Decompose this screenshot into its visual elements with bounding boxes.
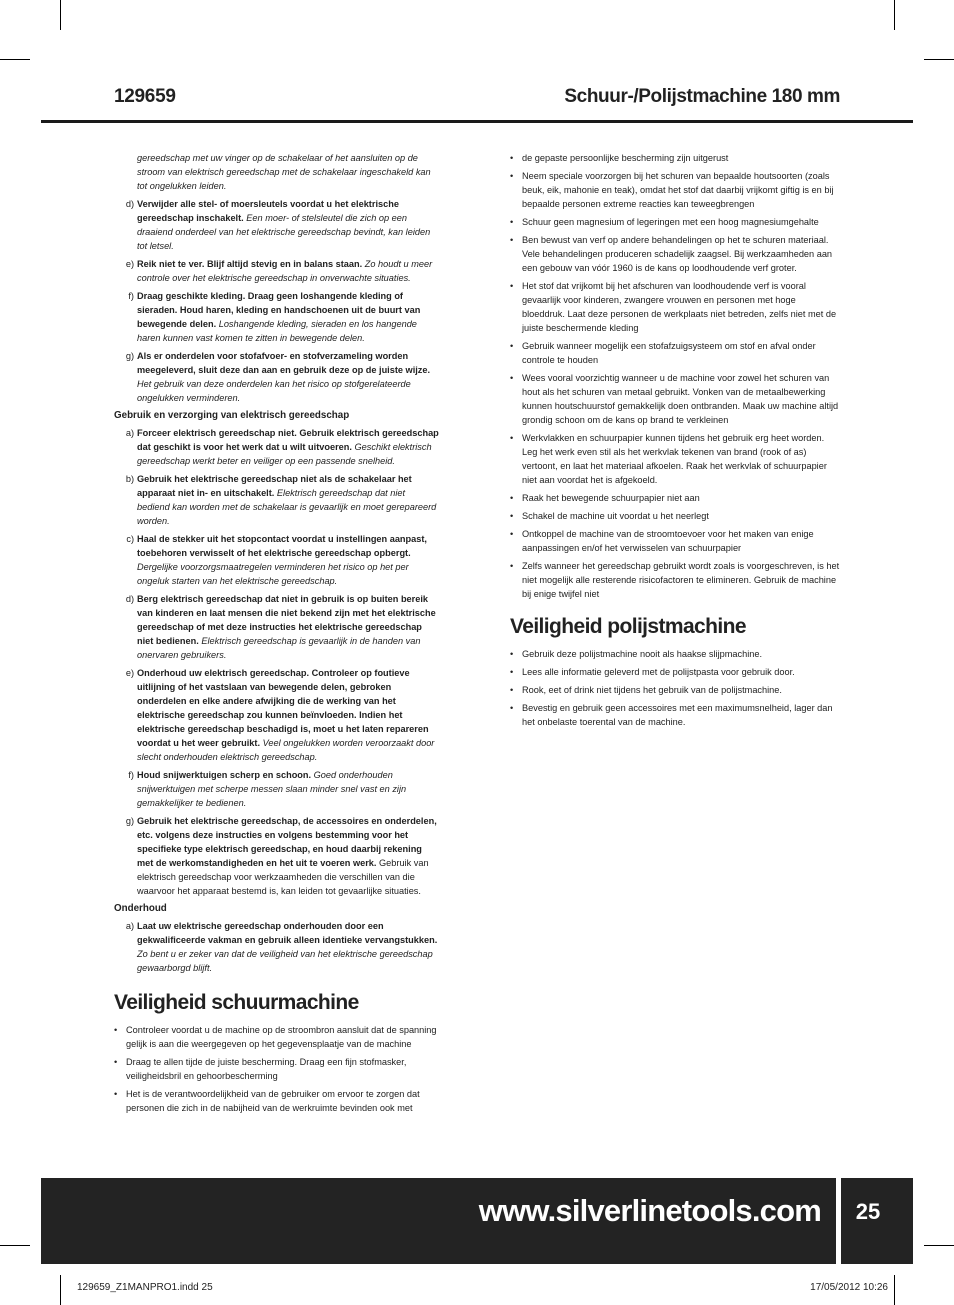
item-bold: Houd snijwerktuigen scherp en schoon.	[137, 770, 312, 780]
list-group	[114, 919, 439, 975]
list-item	[114, 532, 439, 588]
crop-mark	[894, 0, 895, 30]
list-item	[114, 289, 439, 345]
item-plain: Gebruik van elektrisch gereedschap voor werkzaamheden die verschillen van die waarvoor het apparaat bestemd is, kan leiden tot gevaarlijke situaties.	[137, 858, 429, 896]
item-italic: Geschikt elektrisch gereedschap werkt beter en veiliger op een passende snelheid.	[137, 442, 432, 466]
bullet-item: • Lees alle informatie geleverd met de polijstpasta voor gebruik door.	[510, 665, 840, 679]
item-italic: Elektrisch gereedschap dat niet bediend kan worden met de schakelaar is gevaarlijk en moet gerepareerd worden.	[137, 488, 437, 526]
list-item	[114, 592, 439, 662]
crop-mark	[60, 0, 61, 30]
item-bold: Gebruik het elektrische gereedschap, de accessoires en onderdelen, etc. volgens deze instructies en volgens bestemming voor het specifieke type elektrisch gereedschap, en houd daarbij rekening met de werkomstandigheden en het uit te voeren werk.	[137, 816, 437, 868]
item-letter: a)	[125, 428, 134, 438]
item-bold: Laat uw elektrische gereedschap onderhouden door een gekwalificeerde vakman en gebruik alleen identieke vervangstukken.	[137, 921, 438, 945]
item-letter: b)	[125, 474, 134, 484]
section-heading: Veiligheid polijstmachine	[510, 615, 746, 638]
crop-mark	[0, 1245, 30, 1246]
crop-mark	[0, 59, 30, 60]
bullet-item: • Controleer voordat u de machine op de stroombron aansluit dat de spanning gelijk is aan die weergegeven op het gegevensplaatje van de machine	[114, 1023, 439, 1051]
item-letter: f)	[128, 291, 134, 301]
subheading: Gebruik en verzorging van elektrisch gereedschap	[114, 410, 350, 421]
product-code: 129659	[114, 86, 176, 107]
list-item	[114, 814, 439, 898]
list-item	[114, 426, 439, 468]
crop-mark	[924, 1245, 954, 1246]
item-italic: Het gebruik van deze onderdelen kan het risico op stofgerelateerde ongelukken verminderen.	[137, 379, 411, 403]
item-italic: Loshangende kleding, sieraden en los hangende haren kunnen vast komen te zitten in bewegende delen.	[137, 319, 417, 343]
item-letter: e)	[125, 259, 134, 269]
bullet-item: • Schuur geen magnesium of legeringen met een hoog magnesiumgehalte	[510, 215, 840, 229]
list-item	[114, 768, 439, 810]
list-item	[114, 151, 439, 193]
item-bold: Reik niet te ver. Blijf altijd stevig en in balans staan.	[137, 259, 363, 269]
item-italic: Veel ongelukken worden veroorzaakt door slecht onderhouden elektrisch gereedschap.	[137, 738, 435, 762]
bullet-item: • Ontkoppel de machine van de stroomtoevoer voor het maken van enige aanpassingen en/of het verwisselen van schuurpapier	[510, 527, 840, 555]
item-bold: Haal de stekker uit het stopcontact voordat u instellingen aanpast, toebehoren verwisselt of het elektrische gereedschap opbergt.	[137, 534, 427, 558]
item-letter: c)	[126, 534, 134, 544]
crop-mark	[60, 1275, 61, 1305]
bullet-item: • Het is de verantwoordelijkheid van de gebruiker om ervoor te zorgen dat personen die zich in de nabijheid van de werkruimte bevinden ook met	[114, 1087, 439, 1115]
item-letter: a)	[125, 921, 134, 931]
item-bold: Draag geschikte kleding. Draag geen loshangende kleding of sieraden. Houd haren, kleding en handschoenen uit de buurt van bewegende delen.	[137, 291, 421, 329]
bullet-item: • Schakel de machine uit voordat u het neerlegt	[510, 509, 840, 523]
list-item	[114, 257, 439, 285]
item-bold: Gebruik het elektrische gereedschap niet als de schakelaar het apparaat niet in- en uitschakelt.	[137, 474, 412, 498]
page-number: 25	[855, 1199, 881, 1224]
file-slug: 129659_Z1MANPRO1.indd 25	[77, 1282, 213, 1293]
item-italic: Een moer- of stelsleutel die zich op een draaiend onderdeel van het elektrische gereedschap bevindt, kan leiden tot letsel.	[137, 213, 431, 251]
item-letter: d)	[125, 199, 134, 209]
item-italic: Goed onderhouden snijwerktuigen met scherpe messen slaan minder snel vast en zijn gemakkelijker te bedienen.	[137, 770, 407, 808]
item-italic: Dergelijke voorzorgsmaatregelen verminderen het risico op het per ongeluk starten van het elektrische gereedschap.	[137, 562, 409, 586]
crop-mark	[894, 1275, 895, 1305]
bullet-item: • Werkvlakken en schuurpapier kunnen tijdens het gebruik erg heet worden. Leg het werk even stil als het werkvlak tekenen van brand (rook of as) vertoont, en laat het materiaal afkoelen. Raak het werkvlak of schuurpapier niet aan voordat het is afgekoeld.	[510, 431, 840, 487]
list-group	[114, 197, 439, 405]
item-bold: Verwijder alle stel- of moersleutels voordat u het elektrische gereedschap inschakelt.	[137, 199, 399, 223]
crop-mark	[924, 59, 954, 60]
item-letter: d)	[125, 594, 134, 604]
bullet-item: • Draag te allen tijde de juiste bescherming. Draag een fijn stofmasker, veiligheidsbril en gehoorbescherming	[114, 1055, 439, 1083]
bullet-item: • Ben bewust van verf op andere behandelingen op het te schuren materiaal. Vele behandelingen produceren schadelijk zaagsel. Bij werkzaamheden aan een gebouw van vóór 1960 is de kans op loodhoudende verf groter.	[510, 233, 840, 275]
bullet-list	[510, 169, 840, 601]
bullet-item: • Rook, eet of drink niet tijdens het gebruik van de polijstmachine.	[510, 683, 840, 697]
list-item	[114, 919, 439, 975]
item-italic: Zo bent u er zeker van dat de veiligheid van het elektrische gereedschap gewaarborgd blijft.	[137, 949, 433, 973]
list-item	[114, 472, 439, 528]
item-letter: f)	[128, 770, 134, 780]
item-letter: g)	[125, 351, 134, 361]
item-bold: Forceer elektrisch gereedschap niet. Gebruik elektrisch gereedschap dat geschikt is voor het werk dat u wilt uitvoeren.	[137, 428, 439, 452]
list-item	[114, 666, 439, 764]
list-item	[114, 349, 439, 405]
right-column	[510, 151, 840, 733]
list-item	[114, 197, 439, 253]
bullet-item: • Bevestig en gebruik geen accessoires met een maximumsnelheid, lager dan het onbelaste toerental van de machine.	[510, 701, 840, 729]
bullet-item: • Het stof dat vrijkomt bij het afschuren van loodhoudende verf is vooral gevaarlijk voor kinderen, zwangere vrouwen en personen met hoge bloeddruk. Laat deze personen de werkplaats niet betreden, zelfs niet met de juiste beschermende kleding	[510, 279, 840, 335]
item-italic: Elektrisch gereedschap is gevaarlijk in de handen van onervaren gebruikers.	[137, 636, 421, 660]
header-rule	[41, 120, 913, 123]
item-italic: gereedschap met uw vinger op de schakelaar of het aansluiten op de stroom van elektrisch gereedschap met de schakelaar ingeschakeld kan tot ongelukken leiden.	[137, 153, 431, 191]
list-item	[510, 151, 840, 165]
bullet-list	[510, 647, 840, 729]
subheading: Onderhoud	[114, 903, 167, 914]
date-slug: 17/05/2012 10:26	[810, 1282, 888, 1293]
item-letter: e)	[125, 668, 134, 678]
bullet-list	[114, 1023, 439, 1115]
page-title: Schuur-/Polijstmachine 180 mm	[564, 86, 840, 107]
list-group	[114, 426, 439, 898]
bullet-item: • Raak het bewegende schuurpapier niet aan	[510, 491, 840, 505]
website-url[interactable]: www.silverlinetools.com	[478, 1193, 821, 1228]
bullet-item: • Neem speciale voorzorgen bij het schuren van bepaalde houtsoorten (zoals beuk, eik, mahonie en teak), omdat het stof dat daarbij vrijkomt giftig is en bij bepaalde personen extreme reacties kan teweegbrengen	[510, 169, 840, 211]
item-italic: Zo houdt u meer controle over het elektrische gereedschap in onverwachte situaties.	[137, 259, 433, 283]
item-bold: Onderhoud uw elektrisch gereedschap. Controleer op foutieve uitlijning of het vastslaan van bewegende delen, gebroken onderdelen en elke andere afwijking die de werking van het elektrische gereedschap zou kunnen beïnvloeden. Indien het elektrische gereedschap beschadigd is, moet u het laten repareren voordat u het weer gebruikt.	[137, 668, 429, 748]
bullet-item: • Wees vooral voorzichtig wanneer u de machine voor zowel het schuren van hout als het schuren van metaal gebruikt. Vonken van de metaalbewerking kunnen houtschuurstof gemakkelijk doen ontbranden. Maak uw machine altijd grondig schoon om de kans op brand te verkleinen	[510, 371, 840, 427]
section-heading: Veiligheid schuurmachine	[114, 991, 359, 1014]
continuation-text: de gepaste persoonlijke bescherming zijn uitgerust	[522, 153, 729, 163]
bullet-item: • Gebruik wanneer mogelijk een stofafzuigsysteem om stof en afval onder controle te houden	[510, 339, 840, 367]
bullet-item: • Zelfs wanneer het gereedschap gebruikt wordt zoals is voorgeschreven, is het niet mogelijk alle resterende risicofactoren te elimineren. Gebruik de machine bij enige twijfel niet	[510, 559, 840, 601]
item-bold: Berg elektrisch gereedschap dat niet in gebruik is op buiten bereik van kinderen en laat mensen die niet bekend zijn met het elektrische gereedschap of met deze instructies het elektrische gereedschap niet bedienen.	[137, 594, 436, 646]
item-bold: Als er onderdelen voor stofafvoer- en stofverzameling worden meegeleverd, sluit deze dan aan en gebruik deze op de juiste wijze.	[137, 351, 431, 375]
left-column	[114, 151, 439, 1119]
bullet-item: • Gebruik deze polijstmachine nooit als haakse slijpmachine.	[510, 647, 840, 661]
item-letter: g)	[125, 816, 134, 826]
